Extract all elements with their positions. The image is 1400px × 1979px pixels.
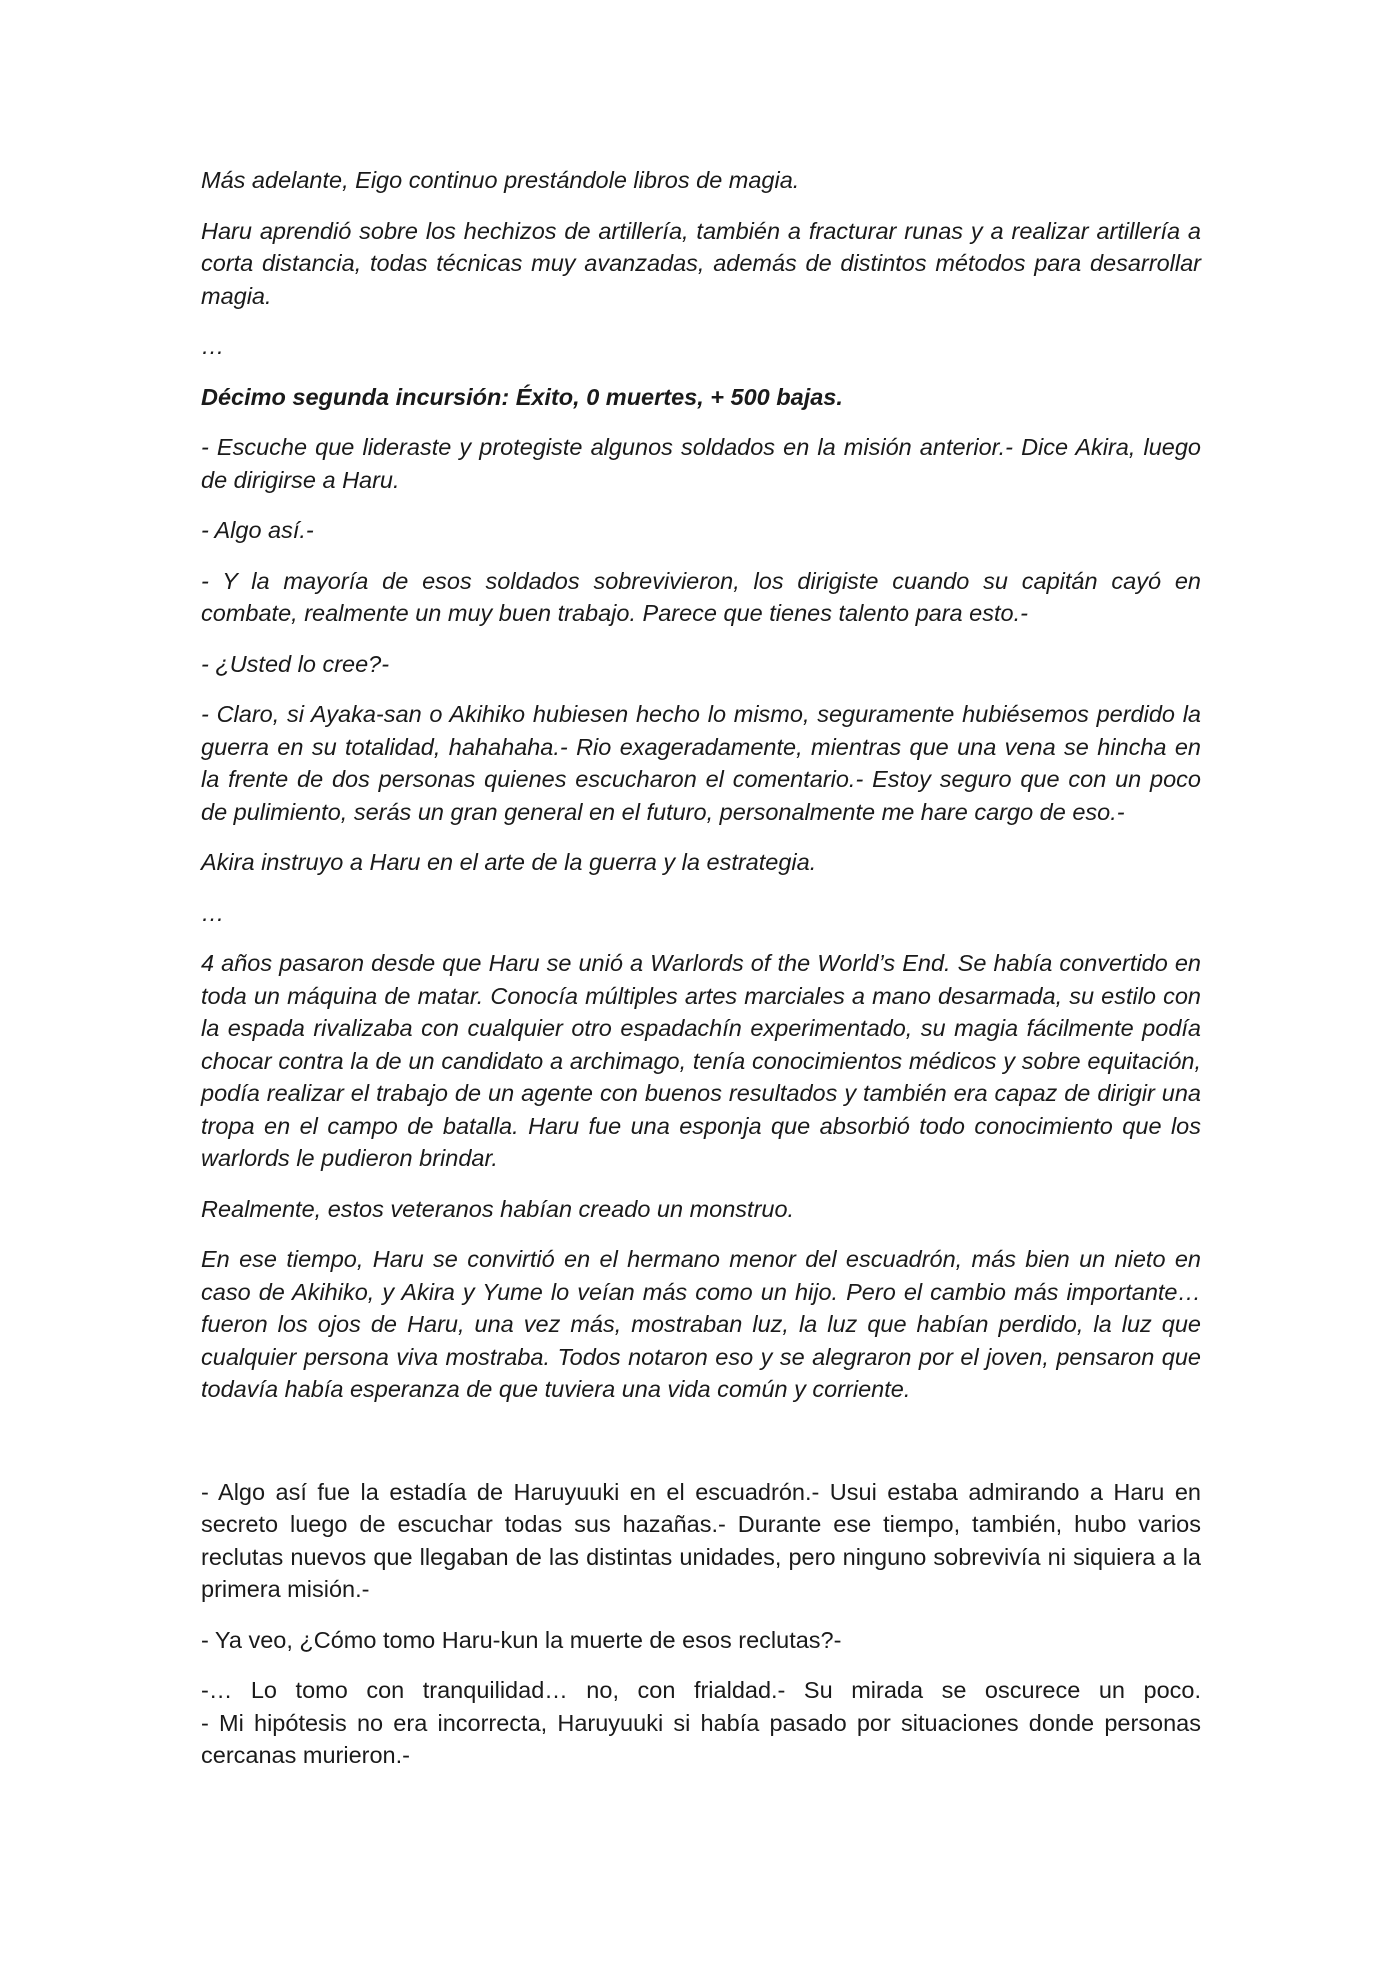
dialogue-line: - Ya veo, ¿Cómo tomo Haru-kun la muerte de esos reclutas?-	[201, 1626, 842, 1653]
paragraph: En ese tiempo, Haru se convirtió en el hermano menor del escuadrón, más bien un nieto en caso de Akihiko, y Akira y Yume lo veían más como un hijo. Pero el cambio más importante… fueron los ojos de Haru, una vez más, mostraban luz, la luz que habían perdido, la luz que cualquier persona viva mostraba. Todos notaron eso y se alegraron por el joven, pensaron que todavía había esperanza de que tuviera una vida común y corriente.	[201, 1246, 1201, 1402]
dialogue-line: - Claro, si Ayaka-san o Akihiko hubiesen hecho lo mismo, seguramente hubiésemos perdido la guerra en su totalidad, hahahaha.- Rio exageradamente, mientras que una vena se hincha en la frente de dos personas quienes escucharon el comentario.- Estoy seguro que con un poco de pulimiento, serás un gran general en el futuro, personalmente me hare cargo de eso.-	[201, 701, 1201, 825]
dialogue-line: - Mi hipótesis no era incorrecta, Haruyuuki si había pasado por situaciones donde personas cercanas murieron.-	[201, 1709, 1201, 1768]
paragraph: Akira instruyo a Haru en el arte de la guerra y la estrategia.	[201, 849, 817, 875]
dialogue-line: -… Lo tomo con tranquilidad… no, con frialdad.- Su mirada se oscurece un poco.	[201, 1677, 1201, 1703]
section-ellipsis: …	[201, 899, 225, 926]
paragraph: 4 años pasaron desde que Haru se unió a Warlords of the World’s End. Se había convertido en toda un máquina de matar. Conocía múltiples artes marciales a mano desarmada, su estilo con la espada rivalizaba con cualquier otro espadachín experimentado, su magia fácilmente podía chocar contra la de un candidato a archimago, tenía conocimientos médicos y sobre equitación, podía realizar el trabajo de un agente con buenos resultados y también era capaz de dirigir una tropa en el campo de batalla. Haru fue una esponja que absorbió todo conocimiento que los warlords le pudieron brindar.	[201, 950, 1201, 1171]
paragraph: Realmente, estos veteranos habían creado un monstruo.	[201, 1195, 795, 1222]
document-body	[201, 164, 1201, 1790]
incursion-heading: Décimo segunda incursión: Éxito, 0 muertes, + 500 bajas.	[201, 383, 843, 410]
section-gap	[201, 1424, 1201, 1476]
paragraph: Más adelante, Eigo continuo prestándole libros de magia.	[201, 167, 800, 193]
dialogue-line: - ¿Usted lo cree?-	[201, 650, 390, 677]
section-ellipsis: …	[201, 333, 225, 359]
dialogue-line: - Algo así.-	[201, 517, 314, 543]
dialogue-line: - Algo así fue la estadía de Haruyuuki en el escuadrón.- Usui estaba admirando a Haru en secreto luego de escuchar todas sus hazañas.- Durante ese tiempo, también, hubo varios reclutas nuevos que llegaban de las distintas unidades, pero ninguno sobrevivía ni siquiera a la primera misión.-	[201, 1478, 1201, 1602]
dialogue-line: - Escuche que lideraste y protegiste algunos soldados en la misión anterior.- Dice Akira, luego de dirigirse a Haru.	[201, 434, 1201, 493]
dialogue-line: - Y la mayoría de esos soldados sobrevivieron, los dirigiste cuando su capitán cayó en combate, realmente un muy buen trabajo. Parece que tienes talento para esto.-	[201, 567, 1201, 626]
paragraph: Haru aprendió sobre los hechizos de artillería, también a fracturar runas y a realizar artillería a corta distancia, todas técnicas muy avanzadas, además de distintos métodos para desarrollar magia.	[201, 217, 1201, 309]
